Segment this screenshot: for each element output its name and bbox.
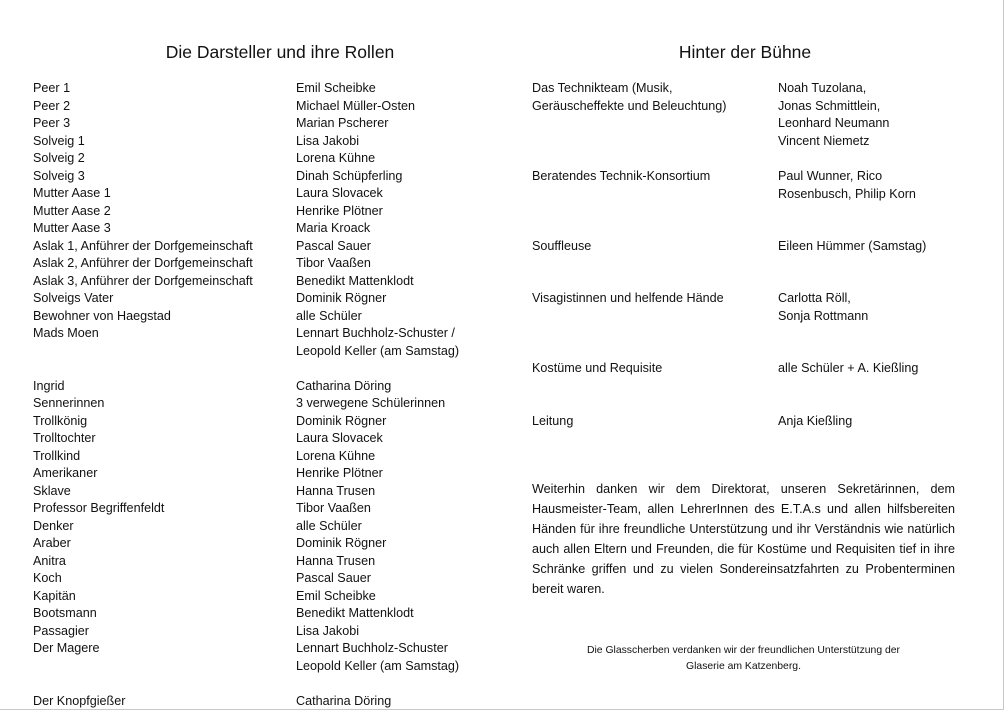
spacer [296,675,516,693]
actor-name: Laura Slovacek [296,186,383,200]
backstage-label [532,168,767,186]
backstage-label [532,238,767,256]
backstage-value-line: Jonas Schmittlein, [778,98,881,113]
thanks-paragraph: Weiterhin danken wir dem Direktorat, unseren Sekretärinnen, dem Hausmeister-Team, allen LehrerInnen des E.T.A.s und allen hilfsbereiten Händen für ihre freundliche Unterstützung und ihr Verständnis wie natürlich auch allen Eltern und Freunden, die für Kostüme und Requisiten tief in ihre Schränke griffen und zu vielen Sondereinsatzfahrten zu Probenterminen bereit waren. [532,482,955,596]
backstage-label-line: Das Technikteam (Musik, [532,81,673,95]
actor-name: Dominik Rögner [296,291,387,305]
actor-name: Pascal Sauer [296,571,371,585]
backstage-value [778,360,978,378]
footer-note [532,643,955,674]
role-label: Solveig 1 [33,133,85,148]
spacer [33,675,288,693]
actors-column [296,80,516,710]
actor-name: Catharina Döring [296,693,392,708]
actor-name: Henrike Plötner [296,203,383,218]
backstage-label-line: Beratendes Technik-Konsortium [532,169,711,183]
role-label: Kapitän [33,588,76,603]
backstage-label [532,360,767,378]
actor-name: Emil Scheibke [296,81,376,95]
actor-name: Benedikt Mattenklodt [296,273,414,288]
role-label: Passagier [33,623,90,638]
actor-name: Pascal Sauer [296,238,371,253]
role-label: Peer 1 [33,81,71,95]
backstage-label-line: Leitung [532,414,574,428]
role-label: Peer 2 [33,98,71,113]
role-label: Mutter Aase 1 [33,186,111,200]
footer-line-2: Glaserie am Katzenberg. [686,660,801,672]
actor-name: alle Schüler [296,308,362,323]
backstage-value-line: Vincent Niemetz [778,133,870,148]
role-label: Koch [33,571,62,585]
spacer [296,360,516,378]
backstage-value-line: Noah Tuzolana, [778,81,867,95]
backstage-value-line: alle Schüler + A. Kießling [778,361,919,375]
backstage-value-line: Carlotta Röll, [778,291,851,305]
actor-name: Lorena Kühne [296,448,376,463]
role-label: Trolltochter [33,431,96,445]
actor-name: Dominik Rögner [296,536,387,550]
role-label: Bewohner von Haegstad [33,308,171,323]
actor-name: Benedikt Mattenklodt [296,606,414,620]
cast-title: Die Darsteller und ihre Rollen [165,42,395,62]
role-label: Denker [33,518,74,533]
role-label: Araber [33,536,71,550]
backstage-label-line: Souffleuse [532,239,592,253]
actor-name: Catharina Döring [296,378,392,393]
backstage-value [778,413,978,431]
actor-name: Hanna Trusen [296,553,376,568]
footer-line-1: Die Glasscherben verdanken wir der freundlichen Unterstützung der [586,645,901,656]
backstage-value [778,168,978,203]
backstage-value-line: Sonja Rottmann [778,308,869,323]
role-label: Mutter Aase 2 [33,203,111,218]
backstage-value-line: Paul Wunner, Rico [778,169,883,183]
role-label: Der Knopfgießer [33,693,126,708]
role-label: Professor Begriffenfeldt [33,501,165,515]
backstage-value-line: Eileen Hümmer (Samstag) [778,239,927,253]
actor-name: Lennart Buchholz-Schuster [296,641,448,655]
role-label: Sennerinnen [33,396,105,410]
backstage-label-line: Geräuscheffekte und Beleuchtung) [532,98,727,113]
actor-name: Maria Kroack [296,221,371,235]
roles-column [33,80,288,710]
backstage-value-line: Rosenbusch, Philip Korn [778,186,916,201]
actor-name: Dominik Rögner [296,413,387,428]
actor-name: Tibor Vaaßen [296,256,371,270]
backstage-value [778,80,978,150]
role-label: Solveig 3 [33,168,85,183]
backstage-value [778,238,978,256]
role-label [33,658,288,676]
role-label: Sklave [33,483,71,498]
backstage-label-line: Visagistinnen und helfende Hände [532,291,724,305]
role-label: Aslak 1, Anführer der Dorfgemeinschaft [33,238,253,253]
role-label: Peer 3 [33,116,71,130]
role-label: Bootsmann [33,606,97,620]
role-label: Der Magere [33,641,100,655]
actor-name: Michael Müller-Osten [296,98,415,113]
role-label [33,343,288,361]
actor-name: Lisa Jakobi [296,133,360,148]
backstage-label-line: Kostüme und Requisite [532,361,663,375]
actor-name: Leopold Keller (am Samstag) [296,343,460,358]
actor-name: Henrike Plötner [296,466,383,480]
role-label: Solveig 2 [33,151,85,165]
backstage-value-line: Leonhard Neumann [778,116,890,130]
role-label: Solveigs Vater [33,291,114,305]
actor-name: Lorena Kühne [296,151,376,165]
role-label: Aslak 3, Anführer der Dorfgemeinschaft [33,273,253,288]
actor-name: Lennart Buchholz-Schuster / [296,326,455,340]
actor-name: Hanna Trusen [296,483,376,498]
role-label: Trollkönig [33,413,88,428]
actor-name: Dinah Schüpferling [296,168,403,183]
actor-name: Lisa Jakobi [296,623,360,638]
actor-name: 3 verwegene Schülerinnen [296,396,446,410]
role-label: Amerikaner [33,466,98,480]
role-label: Mutter Aase 3 [33,221,111,235]
backstage-label [532,290,767,308]
backstage-value-line: Anja Kießling [778,414,853,428]
role-label: Ingrid [33,378,65,393]
actor-name: alle Schüler [296,518,362,533]
backstage-label [532,413,767,431]
role-label: Anitra [33,553,66,568]
role-label: Aslak 2, Anführer der Dorfgemeinschaft [33,256,253,270]
backstage-label [532,80,767,115]
spacer [33,360,288,378]
actor-name: Emil Scheibke [296,588,376,603]
role-label: Trollkind [33,448,81,463]
actor-name: Leopold Keller (am Samstag) [296,658,460,673]
role-label: Mads Moen [33,326,99,340]
backstage-title: Hinter der Bühne [678,42,812,62]
actor-name: Tibor Vaaßen [296,501,371,515]
actor-name: Laura Slovacek [296,431,383,445]
backstage-value [778,290,978,325]
actor-name: Marian Pscherer [296,116,389,130]
